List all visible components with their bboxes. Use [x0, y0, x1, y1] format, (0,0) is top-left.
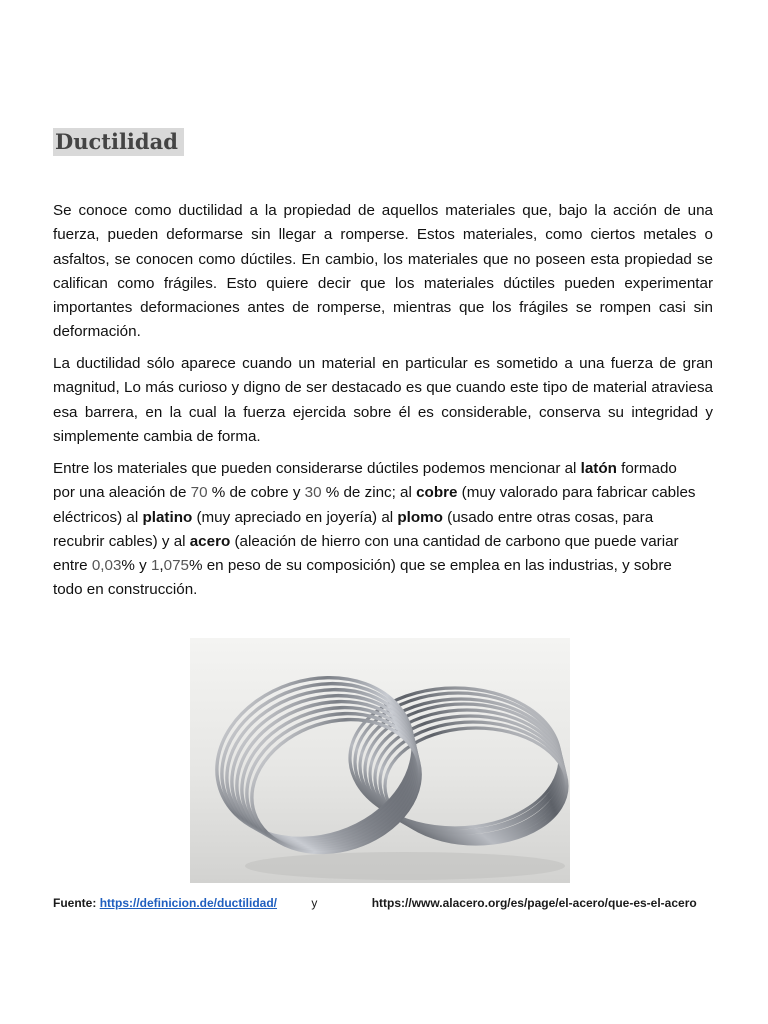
term-cobre: cobre: [416, 484, 458, 502]
term-laton: latón: [580, 460, 617, 477]
source-separator: y: [311, 896, 318, 910]
term-plomo: plomo: [397, 508, 443, 526]
paragraph-definition: Se conoce como ductilidad a la propiedad de aquellos materiales que, bajo la acción de una fuerza, pueden deformarse sin llegar a romperse. Estos materiales, como ciertos metales o asfaltos, se conocen como dúctiles. En cambio, los materiales que no poseen esta propiedad se califican como frágiles. Esto quiere decir que los materiales dúctiles pueden experimentar importantes deformaciones antes de romperse, mientras que los frágiles se rompen casi sin deformación.: [53, 202, 713, 341]
source-label: Fuente:: [53, 896, 97, 910]
source-line: [53, 896, 697, 910]
paragraph-behavior: La ductilidad sólo aparece cuando un material en particular es sometido a una fuerza de gran magnitud, Lo más curioso y digno de ser destacado es que cuando este tipo de material atraviesa esa barrera, en la cual la fuerza ejercida sobre él es considerable, conserva su integridad y simplemente cambia de forma.: [53, 355, 713, 445]
paragraph-materials: Entre los materiales que pueden considerarse dúctiles podemos mencionar al latón formado por una aleación de 70 % de cobre y 30 % de zinc; al cobre (muy valorado para fabricar cables eléctricos) al platino (muy apreciado en joyería) al plomo (usado entre otras cosas, para recubrir cables) y al acero (aleación de hierro con una cantidad de carbono que puede variar entre 0,03% y 1,075% en peso de su composición) que se emplea en las industrias, y sobre todo en construcción.: [53, 460, 696, 599]
term-acero: acero: [189, 532, 231, 550]
source-link-definicion[interactable]: https://definicion.de/ductilidad/: [99, 896, 278, 910]
wire-coils-image: [190, 638, 570, 883]
document-title: Ductilidad: [53, 128, 184, 156]
source-link-alacero: https://www.alacero.org/es/page/el-acero/que-es-el-acero: [371, 896, 697, 910]
term-platino: platino: [142, 508, 193, 526]
